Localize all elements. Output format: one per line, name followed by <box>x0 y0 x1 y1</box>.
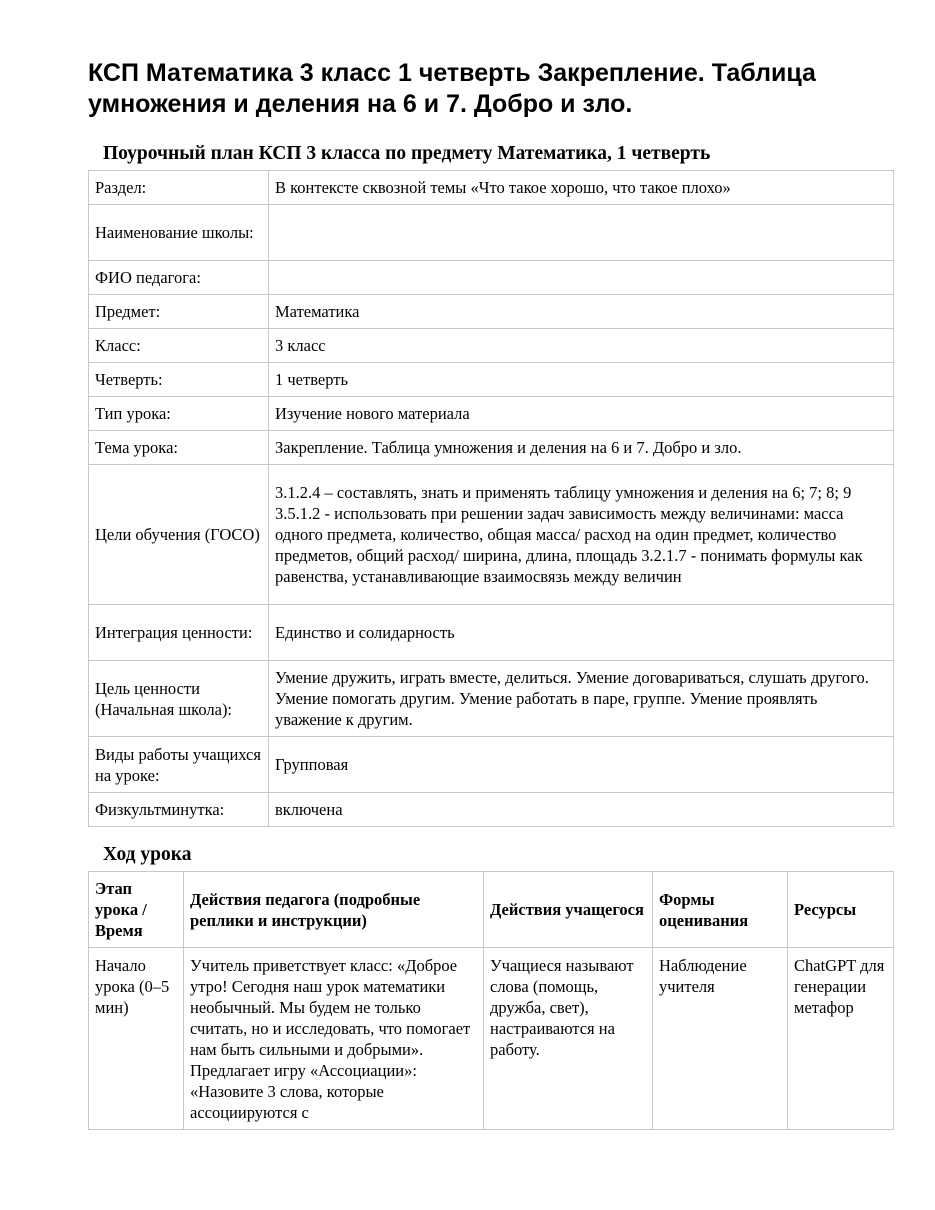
column-header-resources: Ресурсы <box>788 872 894 948</box>
table-row <box>89 329 894 363</box>
row-label-exercise: Физкультминутка: <box>89 793 269 827</box>
row-label-work-types: Виды работы учащихся на уроке: <box>89 737 269 793</box>
row-label-section: Раздел: <box>89 171 269 205</box>
table-row <box>89 397 894 431</box>
table-row <box>89 171 894 205</box>
row-value-goals: 3.1.2.4 – составлять, знать и применять таблицу умножения и деления на 6; 7; 8; 9 3.5.1.2 - использовать при решении задач зависимость между величинами: масса одного предмета, количество, общая масса/ расход на один предмет, количество предметов, общий расход/ ширина, длина, площадь 3.2.1.7 - понимать формулы как равенства, устанавливающие взаимосвязь между величин <box>269 465 894 605</box>
document-title: КСП Математика 3 класс 1 четверть Закрепление. Таблица умножения и деления на 6 и 7. Добро и зло. <box>88 59 816 118</box>
row-label-topic: Тема урока: <box>89 431 269 465</box>
cell-teacher-actions: Учитель приветствует класс: «Доброе утро! Сегодня наш урок математики необычный. Мы будем не только считать, но и исследовать, что помогает нам быть сильными и добрыми». Предлагает игру «Ассоциации»: «Назовите 3 слова, которые ассоциируются с <box>184 948 484 1130</box>
table-row <box>89 261 894 295</box>
table-header-row <box>89 872 894 948</box>
row-value-lesson-type: Изучение нового материала <box>269 397 894 431</box>
table-row <box>89 661 894 737</box>
row-value-values: Единство и солидарность <box>269 605 894 661</box>
column-header-assessment: Формы оценивания <box>653 872 788 948</box>
row-value-teacher <box>269 261 894 295</box>
row-label-class: Класс: <box>89 329 269 363</box>
lesson-progress-table <box>88 871 894 1130</box>
row-value-topic: Закрепление. Таблица умножения и деления на 6 и 7. Добро и зло. <box>269 431 894 465</box>
cell-stage: Начало урока (0–5 мин) <box>89 948 184 1130</box>
row-label-value-goal: Цель ценности (Начальная школа): <box>89 661 269 737</box>
plan-heading: Поурочный план КСП 3 класса по предмету Математика, 1 четверть <box>103 143 711 164</box>
table-row <box>89 465 894 605</box>
column-header-student: Действия учащегося <box>484 872 653 948</box>
row-label-school: Наименование школы: <box>89 205 269 261</box>
row-label-goals: Цели обучения (ГОСО) <box>89 465 269 605</box>
row-value-school <box>269 205 894 261</box>
document-page <box>88 58 893 1130</box>
table-row <box>89 205 894 261</box>
column-header-stage: Этап урока / Время <box>89 872 184 948</box>
lesson-heading: Ход урока <box>103 844 192 865</box>
row-value-class: 3 класс <box>269 329 894 363</box>
cell-resources: ChatGPT для генерации метафор <box>788 948 894 1130</box>
row-value-work-types: Групповая <box>269 737 894 793</box>
row-value-subject: Математика <box>269 295 894 329</box>
table-row <box>89 363 894 397</box>
row-label-values: Интеграция ценности: <box>89 605 269 661</box>
row-value-section: В контексте сквозной темы «Что такое хорошо, что такое плохо» <box>269 171 894 205</box>
table-row <box>89 295 894 329</box>
row-label-teacher: ФИО педагога: <box>89 261 269 295</box>
row-label-quarter: Четверть: <box>89 363 269 397</box>
row-label-subject: Предмет: <box>89 295 269 329</box>
column-header-teacher: Действия педагога (подробные реплики и инструкции) <box>184 872 484 948</box>
row-label-lesson-type: Тип урока: <box>89 397 269 431</box>
row-value-quarter: 1 четверть <box>269 363 894 397</box>
row-value-value-goal: Умение дружить, играть вместе, делиться. Умение договариваться, слушать другого. Умение помогать другим. Умение работать в паре, группе. Умение проявлять уважение к другим. <box>269 661 894 737</box>
table-row <box>89 431 894 465</box>
table-row <box>89 793 894 827</box>
table-row <box>89 948 894 1130</box>
lesson-plan-table <box>88 170 894 827</box>
table-row <box>89 737 894 793</box>
cell-student-actions: Учащиеся называют слова (помощь, дружба, свет), настраиваются на работу. <box>484 948 653 1130</box>
cell-assessment: Наблюдение учителя <box>653 948 788 1130</box>
row-value-exercise: включена <box>269 793 894 827</box>
table-row <box>89 605 894 661</box>
